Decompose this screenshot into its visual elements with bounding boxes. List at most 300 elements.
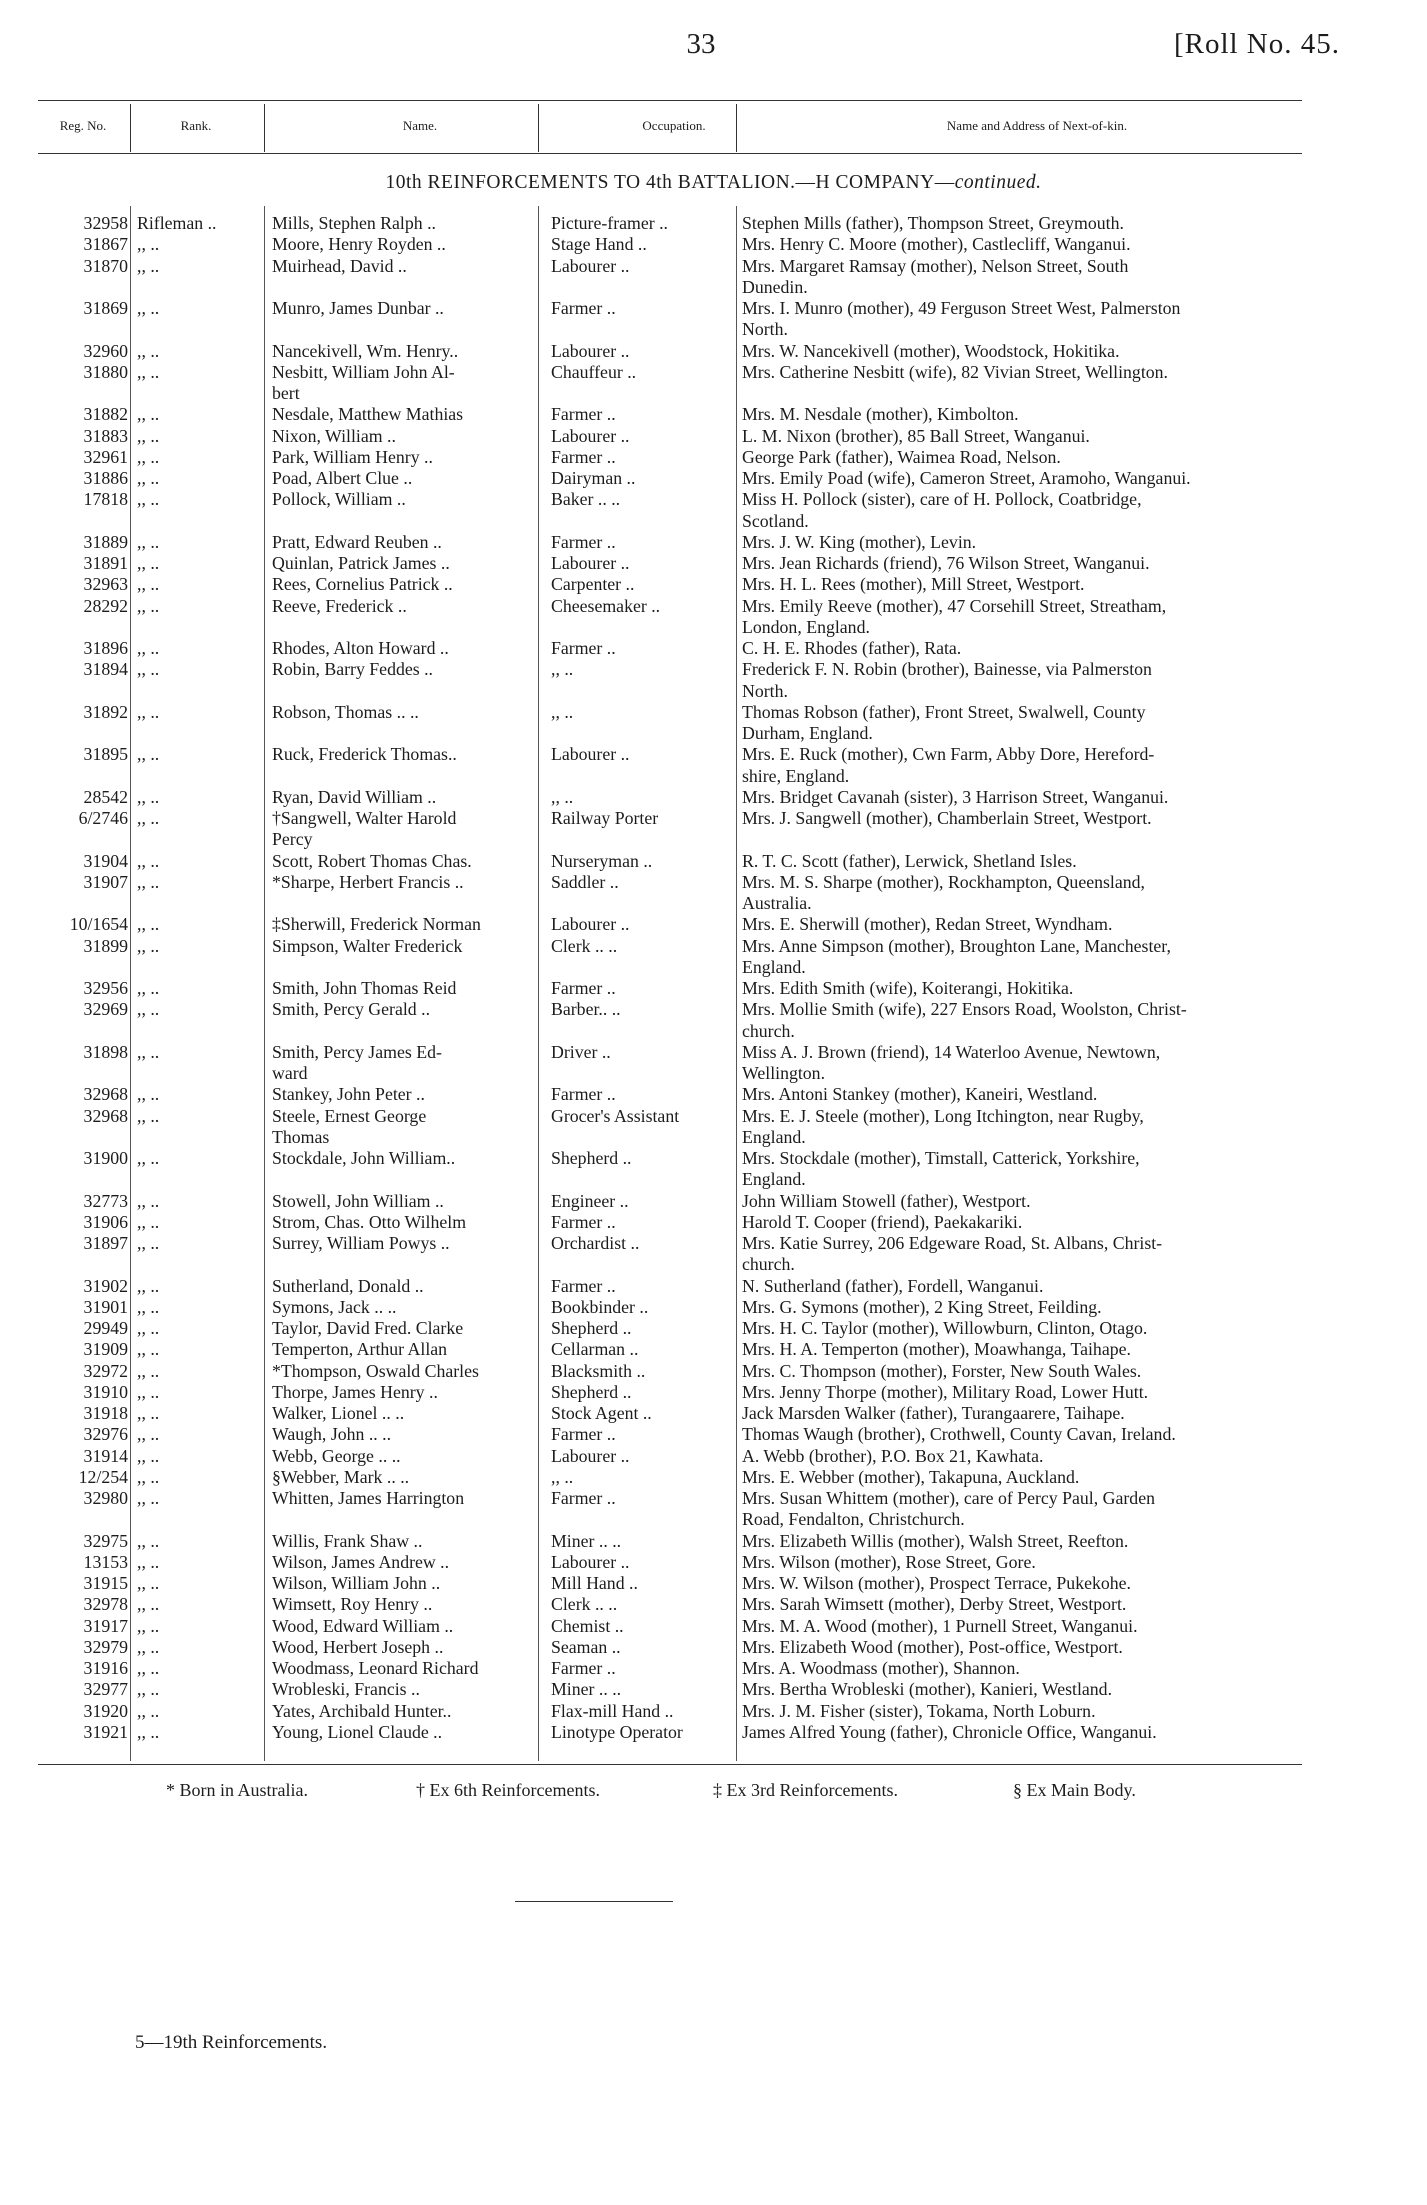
- next-of-kin-cell: Mrs. J. Sangwell (mother), Chamberlain Street, Westport.: [742, 808, 1152, 828]
- reg-no-cell: 32979: [83, 1636, 128, 1657]
- table-row: [0, 277, 1427, 298]
- next-of-kin-cell: Mrs. H. L. Rees (mother), Mill Street, Westport.: [742, 574, 1085, 595]
- rank-cell: ,, ..: [137, 489, 160, 510]
- next-of-kin-cell: L. M. Nixon (brother), 85 Ball Street, Wanganui.: [742, 425, 1090, 446]
- name-cell: Quinlan, Patrick James ..: [272, 553, 450, 573]
- next-of-kin-cell: C. H. E. Rhodes (father), Rata.: [742, 638, 962, 658]
- next-of-kin-cell: Mrs. M. Nesdale (mother), Kimbolton.: [742, 404, 1019, 425]
- reg-no-cell: 17818: [83, 489, 128, 510]
- table-row: [0, 1531, 1427, 1552]
- rank-cell: ,, ..: [137, 361, 160, 382]
- table-row: [0, 1021, 1427, 1042]
- next-of-kin-cell: Mrs. Edith Smith (wife), Koiterangi, Hokitika.: [742, 978, 1074, 998]
- header-top-rule: [38, 100, 1302, 101]
- occupation-cell: Linotype Operator: [551, 1721, 683, 1742]
- table-row: [0, 1403, 1427, 1424]
- next-of-kin-cell: Mrs. E. Webber (mother), Takapuna, Auckland.: [742, 1466, 1080, 1487]
- next-of-kin-cell: Mrs. J. W. King (mother), Levin.: [742, 531, 977, 552]
- reg-no-cell: 29949: [83, 1318, 128, 1338]
- rank-cell: ,, ..: [137, 638, 160, 658]
- table-row: [0, 234, 1427, 255]
- reg-no-cell: 31882: [83, 404, 128, 425]
- occupation-cell: Labourer ..: [551, 425, 630, 446]
- next-of-kin-cell: Jack Marsden Walker (father), Turangaarere, Taihape.: [742, 1403, 1125, 1423]
- table-row: [0, 766, 1427, 787]
- reg-no-cell: 31904: [83, 850, 128, 871]
- table-row: [0, 936, 1427, 957]
- rank-cell: ,, ..: [137, 1721, 160, 1742]
- next-of-kin-cell: England.: [742, 1126, 806, 1147]
- next-of-kin-cell: Mrs. G. Symons (mother), 2 King Street, Feilding.: [742, 1296, 1102, 1317]
- table-row: [0, 829, 1427, 850]
- name-cell: *Sharpe, Herbert Francis ..: [272, 871, 464, 892]
- next-of-kin-cell: Mrs. I. Munro (mother), 49 Ferguson Street West, Palmerston: [742, 298, 1181, 318]
- rank-cell: ,, ..: [137, 1360, 160, 1381]
- rank-cell: ,, ..: [137, 701, 160, 722]
- table-row: [0, 744, 1427, 765]
- table-row: [0, 596, 1427, 617]
- table-row: [0, 468, 1427, 489]
- reg-no-cell: 32968: [83, 1105, 128, 1126]
- name-cell: Robson, Thomas .. ..: [272, 701, 419, 722]
- column-header-reg-no: Reg. No.: [59, 118, 107, 133]
- name-cell: Mills, Stephen Ralph ..: [272, 213, 436, 233]
- name-cell: Surrey, William Powys ..: [272, 1233, 450, 1253]
- name-cell: Reeve, Frederick ..: [272, 595, 407, 616]
- name-cell: Walker, Lionel .. ..: [272, 1403, 405, 1423]
- next-of-kin-cell: Mrs. Elizabeth Willis (mother), Walsh Street, Reefton.: [742, 1530, 1129, 1551]
- table-header: [38, 102, 1302, 152]
- reg-no-cell: 31907: [83, 871, 128, 892]
- rank-cell: ,, ..: [137, 978, 160, 998]
- next-of-kin-cell: Mrs. W. Nancekivell (mother), Woodstock, Hokitika.: [742, 340, 1120, 361]
- table-row: [0, 851, 1427, 872]
- rank-cell: ,, ..: [137, 1594, 160, 1615]
- reg-no-cell: 32958: [83, 213, 128, 233]
- name-cell: Thorpe, James Henry ..: [272, 1381, 438, 1402]
- rank-cell: ,, ..: [137, 914, 160, 935]
- header-divider: [736, 104, 737, 152]
- name-cell: Whitten, James Harrington: [272, 1488, 465, 1508]
- occupation-cell: Farmer ..: [551, 404, 616, 425]
- table-row: [0, 787, 1427, 808]
- next-of-kin-cell: Wellington.: [742, 1063, 826, 1083]
- next-of-kin-cell: Mrs. Emily Poad (wife), Cameron Street, Aramoho, Wanganui.: [742, 468, 1191, 488]
- occupation-cell: Labourer ..: [551, 255, 630, 276]
- rank-cell: ,, ..: [137, 1041, 160, 1062]
- next-of-kin-cell: Miss A. J. Brown (friend), 14 Waterloo Avenue, Newtown,: [742, 1041, 1161, 1062]
- rank-cell: ,, ..: [137, 255, 160, 276]
- occupation-cell: Farmer ..: [551, 1275, 616, 1296]
- occupation-cell: Mill Hand ..: [551, 1573, 638, 1593]
- reg-no-cell: 31906: [83, 1211, 128, 1232]
- rank-cell: ,, ..: [137, 786, 160, 807]
- reg-no-cell: 32972: [83, 1360, 128, 1381]
- reg-no-cell: 31891: [83, 553, 128, 573]
- next-of-kin-cell: Mrs. Catherine Nesbitt (wife), 82 Vivian Street, Wellington.: [742, 361, 1168, 382]
- reg-no-cell: 32963: [83, 574, 128, 595]
- next-of-kin-cell: Road, Fendalton, Christchurch.: [742, 1509, 965, 1530]
- reg-no-cell: 31886: [83, 468, 128, 488]
- closing-rule: [515, 1901, 673, 1902]
- rank-cell: ,, ..: [137, 1318, 160, 1338]
- name-cell: Symons, Jack .. ..: [272, 1296, 397, 1317]
- occupation-cell: Farmer ..: [551, 1084, 616, 1105]
- reg-no-cell: 31892: [83, 701, 128, 722]
- table-row: [0, 1276, 1427, 1297]
- name-cell: *Thompson, Oswald Charles: [272, 1360, 479, 1381]
- name-cell: Wilson, James Andrew ..: [272, 1551, 450, 1572]
- rank-cell: ,, ..: [137, 1296, 160, 1317]
- name-cell: Thomas: [272, 1126, 330, 1147]
- reg-no-cell: 31921: [83, 1721, 128, 1742]
- occupation-cell: Clerk .. ..: [551, 1594, 618, 1615]
- table-row: [0, 1191, 1427, 1212]
- next-of-kin-cell: Mrs. E. Ruck (mother), Cwn Farm, Abby Dore, Hereford-: [742, 744, 1155, 765]
- reg-no-cell: 31880: [83, 361, 128, 382]
- reg-no-cell: 31889: [83, 531, 128, 552]
- rank-cell: ,, ..: [137, 553, 160, 573]
- reg-no-cell: 31916: [83, 1658, 128, 1678]
- occupation-cell: Farmer ..: [551, 1488, 616, 1508]
- occupation-cell: Labourer ..: [551, 340, 630, 361]
- name-cell: Moore, Henry Royden ..: [272, 234, 446, 255]
- rank-cell: ,, ..: [137, 1190, 160, 1211]
- reg-no-cell: 31900: [83, 1148, 128, 1168]
- occupation-cell: Labourer ..: [551, 553, 630, 573]
- rank-cell: ,, ..: [137, 1530, 160, 1551]
- occupation-cell: ,, ..: [551, 701, 574, 722]
- table-bottom-rule: [38, 1764, 1302, 1765]
- name-cell: Wilson, William John ..: [272, 1573, 441, 1593]
- table-row: [0, 1509, 1427, 1530]
- signature-line: 5—19th Reinforcements.: [135, 2032, 328, 2053]
- rank-cell: ,, ..: [137, 234, 160, 255]
- reg-no-cell: 31896: [83, 638, 128, 658]
- name-cell: ward: [272, 1063, 308, 1083]
- column-header-rank: Rank.: [180, 118, 212, 133]
- next-of-kin-cell: Mrs. H. A. Temperton (mother), Moawhanga, Taihape.: [742, 1339, 1131, 1360]
- table-row: [0, 1063, 1427, 1084]
- next-of-kin-cell: Mrs. M. A. Wood (mother), 1 Purnell Street, Wanganui.: [742, 1615, 1138, 1636]
- rank-cell: ,, ..: [137, 935, 160, 956]
- name-cell: §Webber, Mark .. ..: [272, 1466, 410, 1487]
- occupation-cell: ,, ..: [551, 786, 574, 807]
- rank-cell: ,, ..: [137, 340, 160, 361]
- next-of-kin-cell: Mrs. W. Wilson (mother), Prospect Terrace, Pukekohe.: [742, 1573, 1131, 1593]
- reg-no-cell: 31894: [83, 659, 128, 680]
- table-row: [0, 1148, 1427, 1169]
- header-divider: [264, 104, 265, 152]
- table-row: [0, 532, 1427, 553]
- occupation-cell: Grocer's Assistant: [551, 1105, 680, 1126]
- next-of-kin-cell: London, England.: [742, 616, 870, 637]
- rank-cell: ,, ..: [137, 999, 160, 1020]
- table-row: [0, 872, 1427, 893]
- occupation-cell: Labourer ..: [551, 1445, 630, 1466]
- next-of-kin-cell: Dunedin.: [742, 276, 808, 297]
- next-of-kin-cell: Mrs. Antoni Stankey (mother), Kaneiri, Westland.: [742, 1084, 1098, 1105]
- occupation-cell: Baker .. ..: [551, 489, 621, 510]
- rank-cell: ,, ..: [137, 1679, 160, 1700]
- next-of-kin-cell: George Park (father), Waimea Road, Nelson.: [742, 446, 1061, 467]
- table-row: [0, 362, 1427, 383]
- rank-cell: ,, ..: [137, 1275, 160, 1296]
- rank-cell: ,, ..: [137, 850, 160, 871]
- next-of-kin-cell: Thomas Robson (father), Front Street, Swalwell, County: [742, 701, 1146, 722]
- occupation-cell: Blacksmith ..: [551, 1360, 646, 1381]
- next-of-kin-cell: N. Sutherland (father), Fordell, Wanganui.: [742, 1275, 1044, 1296]
- name-cell: Smith, Percy Gerald ..: [272, 999, 431, 1020]
- table-row: [0, 617, 1427, 638]
- reg-no-cell: 31899: [83, 935, 128, 956]
- occupation-cell: Picture-framer ..: [551, 213, 669, 233]
- rank-cell: ,, ..: [137, 1233, 160, 1253]
- next-of-kin-cell: Mrs. E. Sherwill (mother), Redan Street, Wyndham.: [742, 914, 1113, 935]
- table-row: [0, 489, 1427, 510]
- header-divider: [130, 104, 131, 152]
- name-cell: †Sangwell, Walter Harold: [272, 808, 457, 828]
- reg-no-cell: 6/2746: [78, 808, 128, 828]
- occupation-cell: Miner .. ..: [551, 1679, 622, 1700]
- name-cell: Woodmass, Leonard Richard: [272, 1658, 479, 1678]
- next-of-kin-cell: England.: [742, 956, 806, 977]
- name-cell: Smith, Percy James Ed-: [272, 1041, 442, 1062]
- occupation-cell: Bookbinder ..: [551, 1296, 649, 1317]
- name-cell: Ryan, David William ..: [272, 786, 437, 807]
- next-of-kin-cell: Mrs. E. J. Steele (mother), Long Itchington, near Rugby,: [742, 1105, 1144, 1126]
- rank-cell: ,, ..: [137, 808, 160, 828]
- name-cell: Nesbitt, William John Al-: [272, 361, 455, 382]
- table-row: [0, 723, 1427, 744]
- header-divider: [538, 104, 539, 152]
- table-row: [0, 893, 1427, 914]
- occupation-cell: Farmer ..: [551, 531, 616, 552]
- rank-cell: ,, ..: [137, 1636, 160, 1657]
- table-row: [0, 574, 1427, 595]
- next-of-kin-cell: Mrs. Susan Whittem (mother), care of Percy Paul, Garden: [742, 1488, 1155, 1508]
- next-of-kin-cell: A. Webb (brother), P.O. Box 21, Kawhata.: [742, 1445, 1044, 1466]
- occupation-cell: Cellarman ..: [551, 1339, 639, 1360]
- reg-no-cell: 32956: [83, 978, 128, 998]
- table-row: [0, 1106, 1427, 1127]
- reg-no-cell: 31915: [83, 1573, 128, 1593]
- name-cell: Wimsett, Roy Henry ..: [272, 1594, 433, 1615]
- name-cell: Willis, Frank Shaw ..: [272, 1530, 423, 1551]
- reg-no-cell: 31909: [83, 1339, 128, 1360]
- rank-cell: ,, ..: [137, 298, 160, 318]
- reg-no-cell: 31898: [83, 1041, 128, 1062]
- next-of-kin-cell: Harold T. Cooper (friend), Paekakariki.: [742, 1211, 1023, 1232]
- next-of-kin-cell: church.: [742, 1020, 795, 1041]
- table-row: [0, 553, 1427, 574]
- table-row: [0, 957, 1427, 978]
- rank-cell: ,, ..: [137, 595, 160, 616]
- rank-cell: ,, ..: [137, 1658, 160, 1678]
- table-row: [0, 1446, 1427, 1467]
- rank-cell: ,, ..: [137, 1445, 160, 1466]
- rank-cell: ,, ..: [137, 425, 160, 446]
- next-of-kin-cell: Mrs. J. M. Fisher (sister), Tokama, North Loburn.: [742, 1700, 1096, 1721]
- name-cell: Munro, James Dunbar ..: [272, 298, 444, 318]
- table-row: [0, 1297, 1427, 1318]
- next-of-kin-cell: Mrs. Katie Surrey, 206 Edgeware Road, St. Albans, Christ-: [742, 1233, 1163, 1253]
- occupation-cell: Shepherd ..: [551, 1318, 632, 1338]
- table-row: [0, 404, 1427, 425]
- next-of-kin-cell: Mrs. Jenny Thorpe (mother), Military Road, Lower Hutt.: [742, 1381, 1149, 1402]
- table-row: [0, 1467, 1427, 1488]
- table-row: [0, 1169, 1427, 1190]
- occupation-cell: Driver ..: [551, 1041, 611, 1062]
- name-cell: Strom, Chas. Otto Wilhelm: [272, 1211, 467, 1232]
- next-of-kin-cell: Mrs. Jean Richards (friend), 76 Wilson Street, Wanganui.: [742, 553, 1150, 573]
- reg-no-cell: 32978: [83, 1594, 128, 1615]
- table-row: [0, 1488, 1427, 1509]
- name-cell: Yates, Archibald Hunter..: [272, 1700, 452, 1721]
- next-of-kin-cell: Scotland.: [742, 510, 809, 531]
- table-row: [0, 1424, 1427, 1445]
- next-of-kin-cell: church.: [742, 1254, 795, 1275]
- reg-no-cell: 32961: [83, 446, 128, 467]
- table-row: [0, 511, 1427, 532]
- table-row: [0, 659, 1427, 680]
- rank-cell: ,, ..: [137, 1403, 160, 1423]
- name-cell: Smith, John Thomas Reid: [272, 978, 457, 998]
- reg-no-cell: 32977: [83, 1679, 128, 1700]
- rank-cell: ,, ..: [137, 1615, 160, 1636]
- name-cell: Robin, Barry Feddes ..: [272, 659, 434, 680]
- header-bottom-rule: [38, 153, 1302, 154]
- table-row: [0, 1701, 1427, 1722]
- section-title: [0, 172, 1427, 194]
- reg-no-cell: 31897: [83, 1233, 128, 1253]
- occupation-cell: Shepherd ..: [551, 1148, 632, 1168]
- footnote-ex-6th: † Ex 6th Reinforcements.: [416, 1780, 600, 1800]
- name-cell: Wrobleski, Francis ..: [272, 1679, 420, 1700]
- table-row: [0, 256, 1427, 277]
- reg-no-cell: 31910: [83, 1381, 128, 1402]
- page-number: 33: [686, 28, 716, 60]
- table-row: [0, 1084, 1427, 1105]
- name-cell: Wood, Herbert Joseph ..: [272, 1636, 444, 1657]
- name-cell: Wood, Edward William ..: [272, 1615, 454, 1636]
- next-of-kin-cell: Stephen Mills (father), Thompson Street, Greymouth.: [742, 213, 1124, 233]
- reg-no-cell: 32969: [83, 999, 128, 1020]
- occupation-cell: Clerk .. ..: [551, 935, 618, 956]
- next-of-kin-cell: Australia.: [742, 893, 812, 913]
- rank-cell: ,, ..: [137, 1488, 160, 1508]
- name-cell: Simpson, Walter Frederick: [272, 935, 463, 956]
- rank-cell: ,, ..: [137, 404, 160, 425]
- roll-number: [Roll No. 45.: [1173, 28, 1340, 60]
- occupation-cell: Labourer ..: [551, 744, 630, 765]
- table-row: [0, 638, 1427, 659]
- next-of-kin-cell: R. T. C. Scott (father), Lerwick, Shetland Isles.: [742, 850, 1077, 871]
- occupation-cell: Farmer ..: [551, 446, 616, 467]
- rank-cell: ,, ..: [137, 1466, 160, 1487]
- name-cell: Rhodes, Alton Howard ..: [272, 638, 449, 658]
- occupation-cell: Nurseryman ..: [551, 850, 653, 871]
- occupation-cell: Flax-mill Hand ..: [551, 1700, 674, 1721]
- column-header-next-of-kin: Name and Address of Next-of-kin.: [946, 118, 1128, 133]
- section-title-text: 10th REINFORCEMENTS TO 4th BATTALION.—H COMPANY—: [385, 172, 955, 193]
- reg-no-cell: 31902: [83, 1275, 128, 1296]
- table-row: [0, 999, 1427, 1020]
- name-cell: Nesdale, Matthew Mathias: [272, 404, 464, 425]
- reg-no-cell: 31918: [83, 1403, 128, 1423]
- next-of-kin-cell: Mrs. M. S. Sharpe (mother), Rockhampton, Queensland,: [742, 871, 1145, 892]
- name-cell: Percy: [272, 829, 313, 850]
- next-of-kin-cell: Mrs. Henry C. Moore (mother), Castlecliff, Wanganui.: [742, 234, 1131, 255]
- table-row: [0, 298, 1427, 319]
- name-cell: Stockdale, John William..: [272, 1148, 456, 1168]
- name-cell: Nixon, William ..: [272, 425, 396, 446]
- next-of-kin-cell: Mrs. Sarah Wimsett (mother), Derby Street, Westport.: [742, 1594, 1127, 1615]
- next-of-kin-cell: Mrs. Emily Reeve (mother), 47 Corsehill Street, Streatham,: [742, 595, 1167, 616]
- name-cell: Muirhead, David ..: [272, 255, 407, 276]
- table-row: [0, 383, 1427, 404]
- table-row: [0, 213, 1427, 234]
- reg-no-cell: 13153: [83, 1551, 128, 1572]
- rank-cell: ,, ..: [137, 1148, 160, 1168]
- table-row: [0, 681, 1427, 702]
- occupation-cell: Miner .. ..: [551, 1530, 622, 1551]
- name-cell: Webb, George .. ..: [272, 1445, 401, 1466]
- table-row: [0, 1722, 1427, 1743]
- rank-cell: ,, ..: [137, 1339, 160, 1360]
- table-row: [0, 1212, 1427, 1233]
- next-of-kin-cell: Mrs. Bertha Wrobleski (mother), Kanieri, Westland.: [742, 1679, 1113, 1700]
- reg-no-cell: 31920: [83, 1700, 128, 1721]
- occupation-cell: Chemist ..: [551, 1615, 624, 1636]
- name-cell: Rees, Cornelius Patrick ..: [272, 574, 453, 595]
- rank-cell: ,, ..: [137, 1105, 160, 1126]
- table-row: [0, 341, 1427, 362]
- occupation-cell: Shepherd ..: [551, 1381, 632, 1402]
- occupation-cell: Stage Hand ..: [551, 234, 647, 255]
- next-of-kin-cell: Frederick F. N. Robin (brother), Bainesse, via Palmerston: [742, 659, 1152, 680]
- next-of-kin-cell: Durham, England.: [742, 723, 873, 743]
- next-of-kin-cell: John William Stowell (father), Westport.: [742, 1190, 1031, 1211]
- table-row: [0, 808, 1427, 829]
- name-cell: Stankey, John Peter ..: [272, 1084, 425, 1105]
- occupation-cell: Farmer ..: [551, 1211, 616, 1232]
- reg-no-cell: 31901: [83, 1296, 128, 1317]
- table-row: [0, 1339, 1427, 1360]
- name-cell: Nancekivell, Wm. Henry..: [272, 340, 459, 361]
- footnotes: [0, 1780, 1427, 1804]
- occupation-cell: Farmer ..: [551, 978, 616, 998]
- table-row: [0, 1127, 1427, 1148]
- rank-cell: ,, ..: [137, 871, 160, 892]
- next-of-kin-cell: Mrs. Bridget Cavanah (sister), 3 Harrison Street, Wanganui.: [742, 786, 1169, 807]
- next-of-kin-cell: Miss H. Pollock (sister), care of H. Pollock, Coatbridge,: [742, 489, 1142, 510]
- footnote-born-in-australia: * Born in Australia.: [166, 1780, 308, 1800]
- reg-no-cell: 31870: [83, 255, 128, 276]
- occupation-cell: Dairyman ..: [551, 468, 636, 488]
- table-row: [0, 1616, 1427, 1637]
- reg-no-cell: 10/1654: [69, 914, 128, 935]
- name-cell: Sutherland, Donald ..: [272, 1275, 424, 1296]
- occupation-cell: Engineer ..: [551, 1190, 629, 1211]
- name-cell: Stowell, John William ..: [272, 1190, 444, 1211]
- rank-cell: ,, ..: [137, 1551, 160, 1572]
- reg-no-cell: 32960: [83, 340, 128, 361]
- rank-cell: ,, ..: [137, 744, 160, 765]
- next-of-kin-cell: James Alfred Young (father), Chronicle Office, Wanganui.: [742, 1721, 1157, 1742]
- table-row: [0, 1318, 1427, 1339]
- table-row: [0, 1658, 1427, 1679]
